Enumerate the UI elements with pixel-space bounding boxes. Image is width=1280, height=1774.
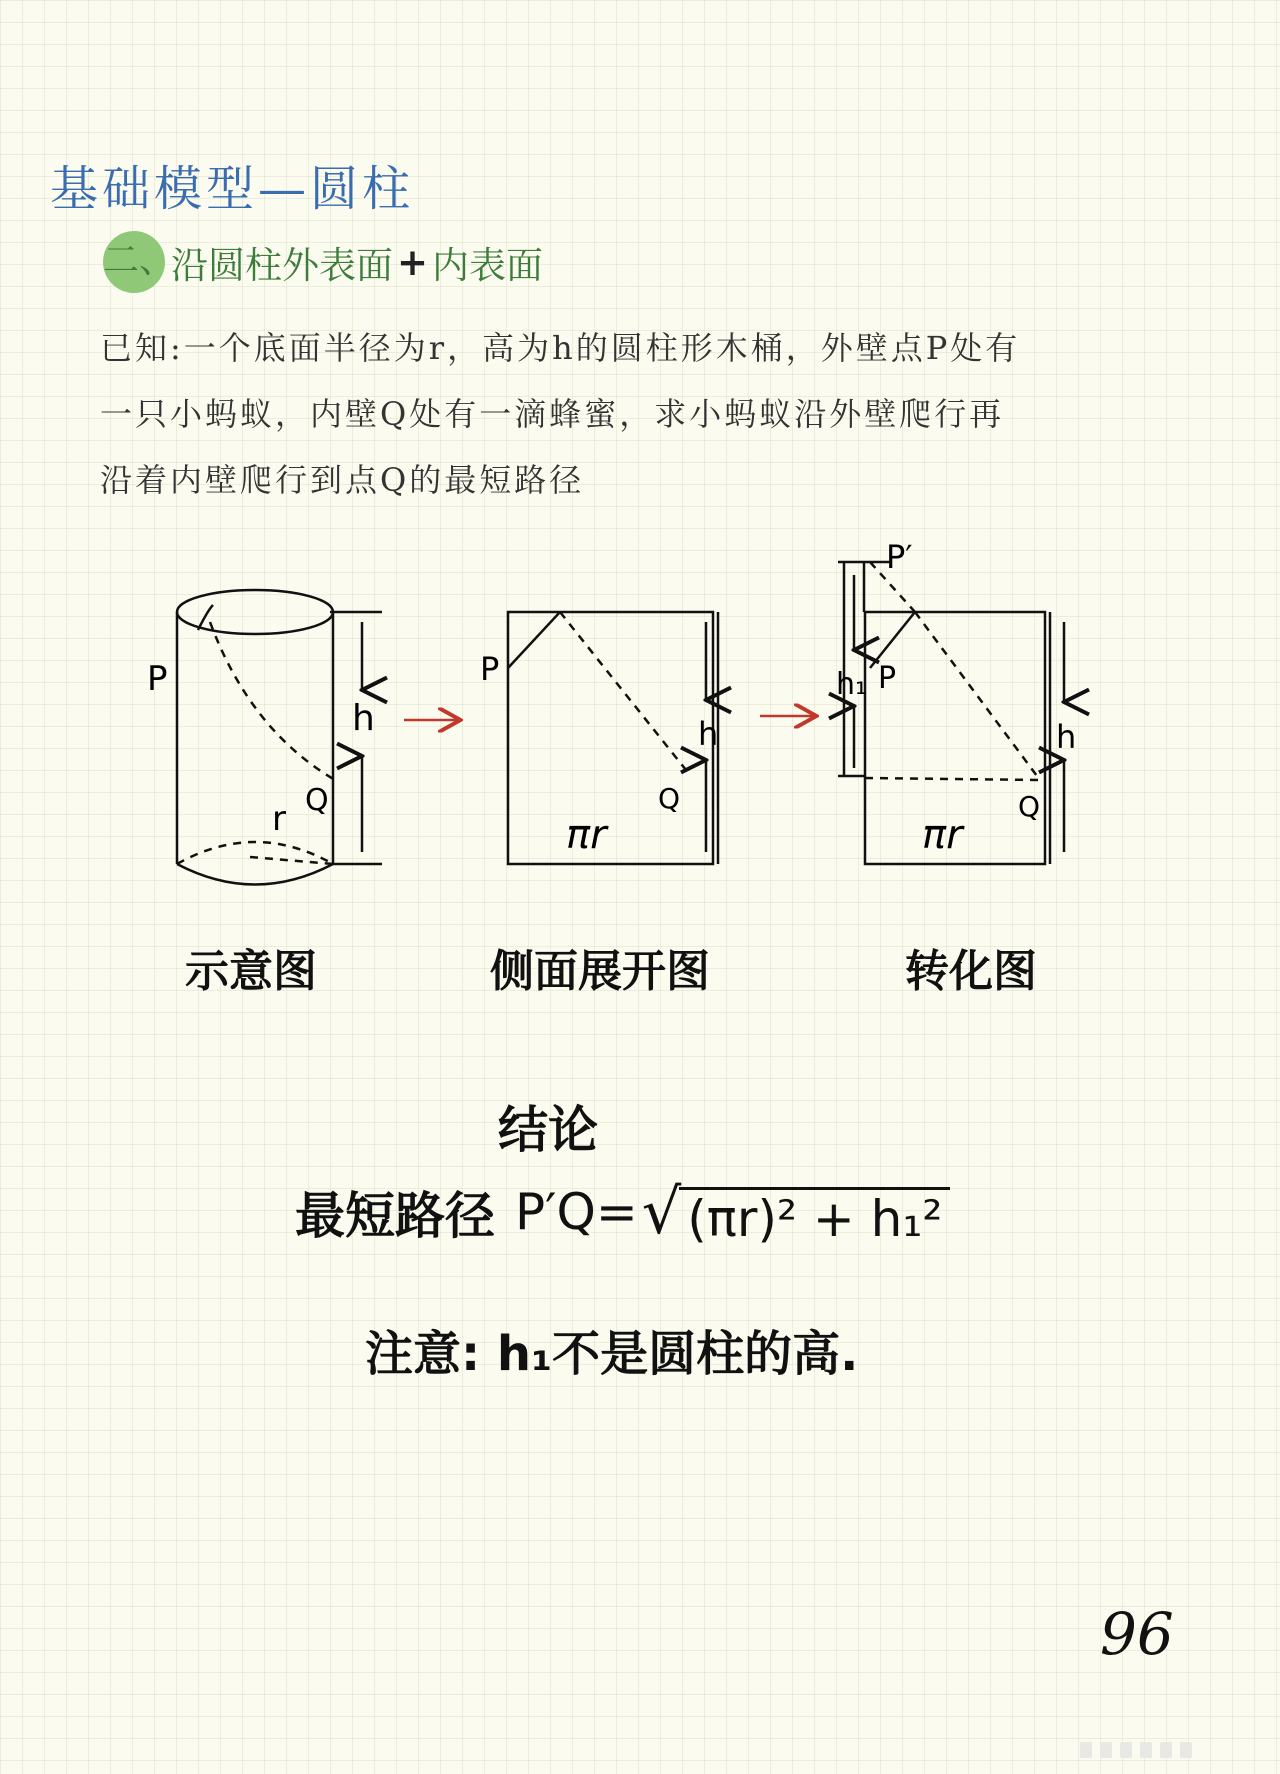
label-h: h xyxy=(352,698,375,739)
diagonal-path xyxy=(915,612,1040,780)
unfolded-rect xyxy=(508,612,713,864)
cylinder-bottom-back xyxy=(177,842,333,864)
problem-line: 已知:一个底面半径为r，高为h的圆柱形木桶，外壁点P处有 xyxy=(100,329,1021,367)
label-h1: h₁ xyxy=(836,667,868,702)
label-Q: Q xyxy=(658,782,681,815)
label-h: h xyxy=(1056,718,1077,756)
label-P: P xyxy=(480,650,500,688)
cylinder-bottom-front xyxy=(177,864,333,885)
page-number: 96 xyxy=(1100,1600,1174,1668)
conclusion-formula xyxy=(295,1175,950,1248)
note: 注意: h₁不是圆柱的高. xyxy=(365,1326,859,1382)
label-P-prime: P′ xyxy=(886,540,913,576)
caption-transformed: 转化图 xyxy=(905,946,1037,997)
label-P: P xyxy=(878,661,897,696)
page-title: 基础模型—圆柱 xyxy=(50,161,415,217)
label-Q: Q xyxy=(305,783,329,818)
label-P: P xyxy=(147,659,168,699)
unfolded-diagram xyxy=(508,612,718,864)
label-h: h xyxy=(698,715,719,753)
label-pi-r: πr xyxy=(922,812,963,858)
formula-lhs: P′Q= xyxy=(515,1182,638,1241)
problem-line: 一只小蚂蚁，内壁Q处有一滴蜂蜜，求小蚂蚁沿外壁爬行再 xyxy=(100,395,1005,433)
caption-schematic: 示意图 xyxy=(185,946,317,997)
plus-sign: + xyxy=(397,240,429,284)
label-r: r xyxy=(272,799,286,839)
label-pi-r: πr xyxy=(566,812,607,858)
formula-label: 最短路径 xyxy=(295,1186,495,1245)
page-edge-marks xyxy=(1080,1742,1192,1758)
conclusion-title: 结论 xyxy=(498,1101,598,1159)
section-subtitle xyxy=(103,232,543,292)
geometry-diagrams xyxy=(0,540,1280,900)
problem-line: 沿着内壁爬行到点Q的最短路径 xyxy=(100,461,585,499)
radical-sign: √ xyxy=(641,1175,682,1248)
outer-path xyxy=(210,622,335,780)
caption-unfolded: 侧面展开图 xyxy=(490,946,710,997)
outer-segment xyxy=(560,612,686,770)
label-Q: Q xyxy=(1018,790,1041,823)
inner-segment xyxy=(870,612,915,668)
section-number-badge: 二、 xyxy=(103,231,165,293)
square-root xyxy=(642,1175,951,1248)
subtitle-part1: 沿圆柱外表面 xyxy=(171,244,393,287)
problem-statement xyxy=(100,315,1100,513)
formula-radicand: (πr)² + h₁² xyxy=(679,1187,950,1248)
subtitle-part2: 内表面 xyxy=(432,244,544,287)
level-line xyxy=(865,778,1040,780)
inner-segment xyxy=(508,612,560,668)
